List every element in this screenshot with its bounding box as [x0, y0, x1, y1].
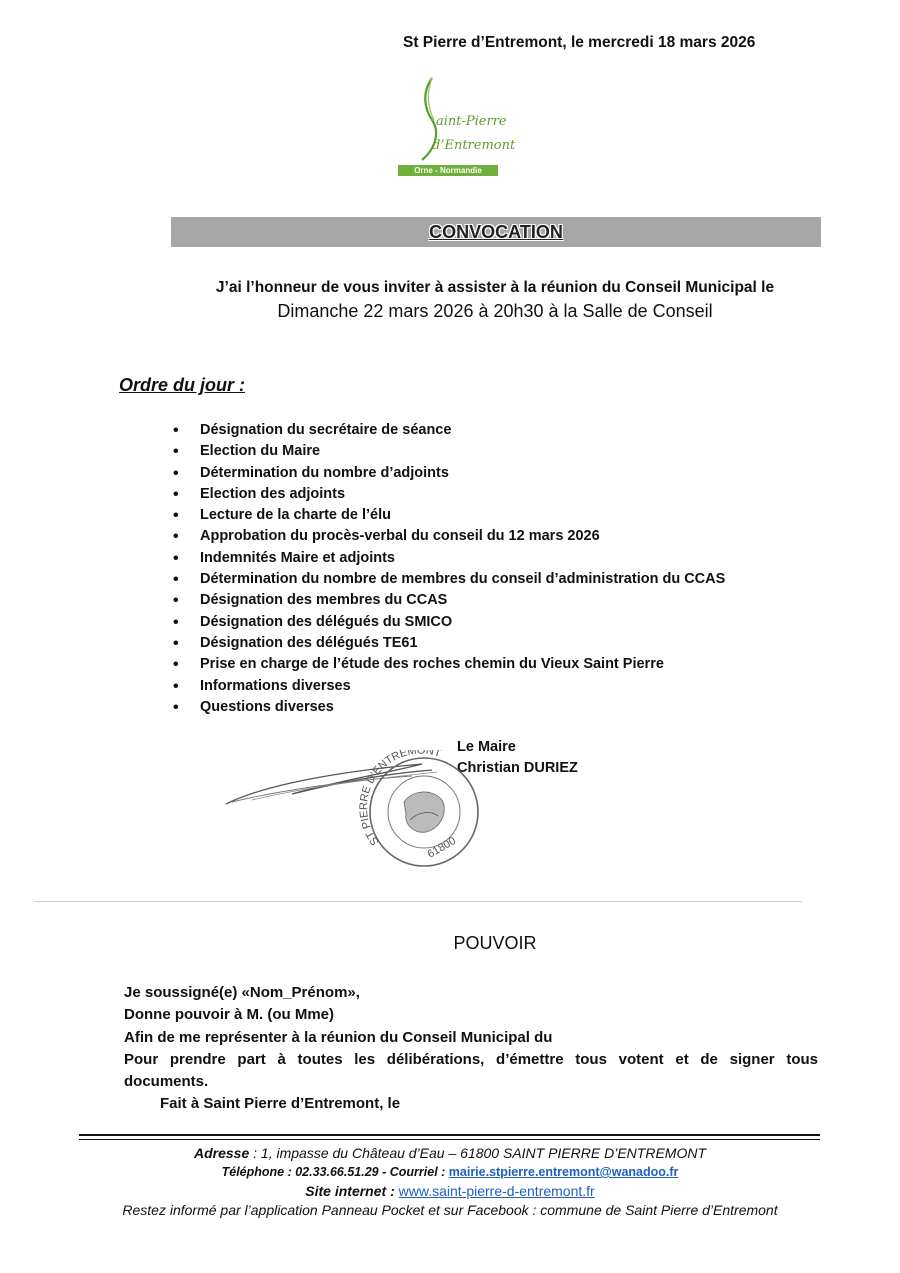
- stamp-text: ST PIERRE D’ENTREMONT: [357, 750, 443, 848]
- footer-address-label: Adresse: [193, 1145, 250, 1161]
- agenda-item: • Election du Maire: [171, 441, 725, 462]
- agenda-item: • Détermination du nombre d’adjoints: [171, 463, 725, 484]
- logo-name-line2: d’Entremont: [432, 138, 516, 153]
- mayor-title: Le Maire: [457, 739, 516, 755]
- agenda-item: • Questions diverses: [171, 697, 725, 718]
- proxy-form: [124, 982, 818, 1116]
- agenda-item: • Désignation des membres du CCAS: [171, 590, 725, 611]
- proxy-line: documents.: [124, 1073, 209, 1091]
- agenda-list: [171, 420, 725, 718]
- proxy-line: Fait à Saint Pierre d’Entremont, le: [160, 1095, 401, 1113]
- agenda-item: • Désignation des délégués du SMICO: [171, 612, 725, 633]
- convocation-title: CONVOCATION: [429, 222, 563, 242]
- agenda-item: • Lecture de la charte de l’élu: [171, 505, 725, 526]
- proxy-line: Donne pouvoir à M. (ou Mme): [124, 1006, 334, 1024]
- proxy-line: Pour prendre part à toutes les délibérations, d’émettre tous votent et de signer tous: [124, 1050, 818, 1068]
- meeting-date-line: Dimanche 22 mars 2026 à 20h30 à la Salle de Conseil: [277, 301, 713, 321]
- footer-rule: [79, 1134, 820, 1136]
- footer: [0, 1144, 900, 1220]
- agenda-item: • Prise en charge de l’étude des roches chemin du Vieux Saint Pierre: [171, 654, 725, 675]
- proxy-title: POUVOIR: [453, 933, 537, 953]
- stamp-seal-icon: [222, 750, 487, 872]
- agenda-item: • Désignation du secrétaire de séance: [171, 420, 725, 441]
- section-divider: [34, 901, 802, 902]
- agenda-item: • Désignation des délégués TE61: [171, 633, 725, 654]
- footer-site-link[interactable]: www.saint-pierre-d-entremont.fr: [398, 1183, 595, 1199]
- agenda-item: • Informations diverses: [171, 676, 725, 697]
- signature-and-stamp: [222, 750, 487, 872]
- agenda-heading: Ordre du jour :: [119, 375, 245, 395]
- document-date: St Pierre d’Entremont, le mercredi 18 mars 2026: [403, 34, 756, 51]
- mayor-name: Christian DURIEZ: [457, 760, 578, 776]
- footer-email-link[interactable]: mairie.stpierre.entremont@wanadoo.fr: [448, 1165, 679, 1179]
- footer-phone: Téléphone : 02.33.66.51.29 - Courriel :: [221, 1165, 449, 1179]
- agenda-item: • Approbation du procès-verbal du conseil du 12 mars 2026: [171, 526, 725, 547]
- invitation-line: J’ai l’honneur de vous inviter à assister à la réunion du Conseil Municipal le: [215, 279, 775, 296]
- logo-name-line1: aint-Pierre: [436, 114, 507, 129]
- agenda-item: • Election des adjoints: [171, 484, 725, 505]
- convocation-banner: [171, 217, 821, 247]
- proxy-line: Afin de me représenter à la réunion du Conseil Municipal du: [124, 1028, 553, 1046]
- footer-address: : 1, impasse du Château d’Eau – 61800 SAINT PIERRE D’ENTREMONT: [249, 1145, 706, 1161]
- footer-rule: [79, 1139, 820, 1140]
- stamp-code: 61800: [425, 834, 458, 861]
- footer-info-line: Restez informé par l’application Panneau Pocket et sur Facebook : commune de Saint Pierre d’Entremont: [122, 1202, 778, 1218]
- logo-region-band: Orne - Normandie: [398, 165, 498, 176]
- footer-site-label: Site internet :: [305, 1183, 395, 1199]
- agenda-item: • Indemnités Maire et adjoints: [171, 548, 725, 569]
- agenda-item: • Détermination du nombre de membres du conseil d’administration du CCAS: [171, 569, 725, 590]
- proxy-line: Je soussigné(e) «Nom_Prénom»,: [124, 984, 360, 1001]
- commune-logo: [396, 74, 516, 176]
